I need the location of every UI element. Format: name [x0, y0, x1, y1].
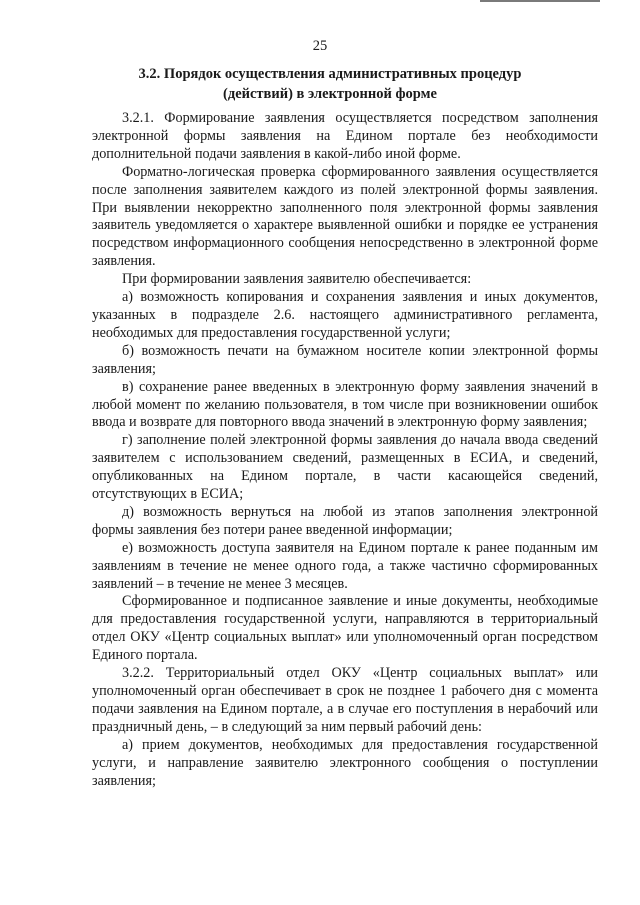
document-body — [92, 110, 598, 790]
list-item-a-reception: а) прием документов, необходимых для предоставления государственной услуги, и направление заявителю электронного сообщения о поступлении заявления; — [92, 736, 598, 789]
paragraph-submission: Сформированное и подписанное заявление и иные документы, необходимые для предоставления государственной услуги, направляются в территориальный отдел ОКУ «Центр социальных выплат» или уполномоченный орган посредством Единого портала. — [92, 593, 598, 664]
section-heading-line-1: 3.2. Порядок осуществления административных процедур — [138, 66, 522, 82]
section-heading-line-2: (действий) в электронной форме — [223, 86, 437, 102]
paragraph-format-check: Форматно-логическая проверка сформированного заявления осуществляется после заполнения заявителем каждого из полей электронной формы заявления. При выявлении некорректно заполненного поля электронной формы заявления заявитель уведомляется о характере выявленной ошибки и порядке ее устранения посредством информационного сообщения непосредственно в электронной форме заявления. — [92, 163, 598, 270]
list-item-b: б) возможность печати на бумажном носителе копии электронной формы заявления; — [92, 342, 598, 377]
section-heading — [60, 64, 600, 104]
list-item-e: е) возможность доступа заявителя на Едином портале к ранее поданным им заявлениям в течение не менее одного года, а также частично сформированных заявлений – в течение не менее 3 месяцев. — [92, 539, 598, 592]
list-item-g: г) заполнение полей электронной формы заявления до начала ввода сведений заявителем с использованием сведений, размещенных в ЕСИА, и сведений, опубликованных на Едином портале, в части касающейся сведений, отсутствующих в ЕСИА; — [92, 432, 598, 503]
list-item-d: д) возможность вернуться на любой из этапов заполнения электронной формы заявления без потери ранее введенной информации; — [92, 503, 598, 538]
paragraph-3-2-1: 3.2.1. Формирование заявления осуществляется посредством заполнения электронной формы заявления на Едином портале без необходимости дополнительной подачи заявления в какой-либо иной форме. — [92, 110, 598, 162]
paragraph-3-2-2: 3.2.2. Территориальный отдел ОКУ «Центр социальных выплат» или уполномоченный орган обеспечивает в срок не позднее 1 рабочего дня с момента подачи заявления на Едином портале, а в случае его поступления в нерабочий или праздничный день, – в следующий за ним первый рабочий день: — [92, 665, 598, 735]
list-item-v: в) сохранение ранее введенных в электронную форму заявления значений в любой момент по желанию пользователя, в том числе при возникновении ошибок ввода и возврате для повторного ввода значений в электронную форму заявления; — [92, 378, 598, 431]
scan-edge-mark — [480, 0, 600, 2]
list-item-a: а) возможность копирования и сохранения заявления и иных документов, указанных в подразделе 2.6. настоящего административного регламента, необходимых для предоставления государственной услуги; — [92, 289, 598, 341]
paragraph-provisions-intro: При формировании заявления заявителю обеспечивается: — [122, 271, 472, 288]
page-number: 25 — [312, 38, 328, 54]
